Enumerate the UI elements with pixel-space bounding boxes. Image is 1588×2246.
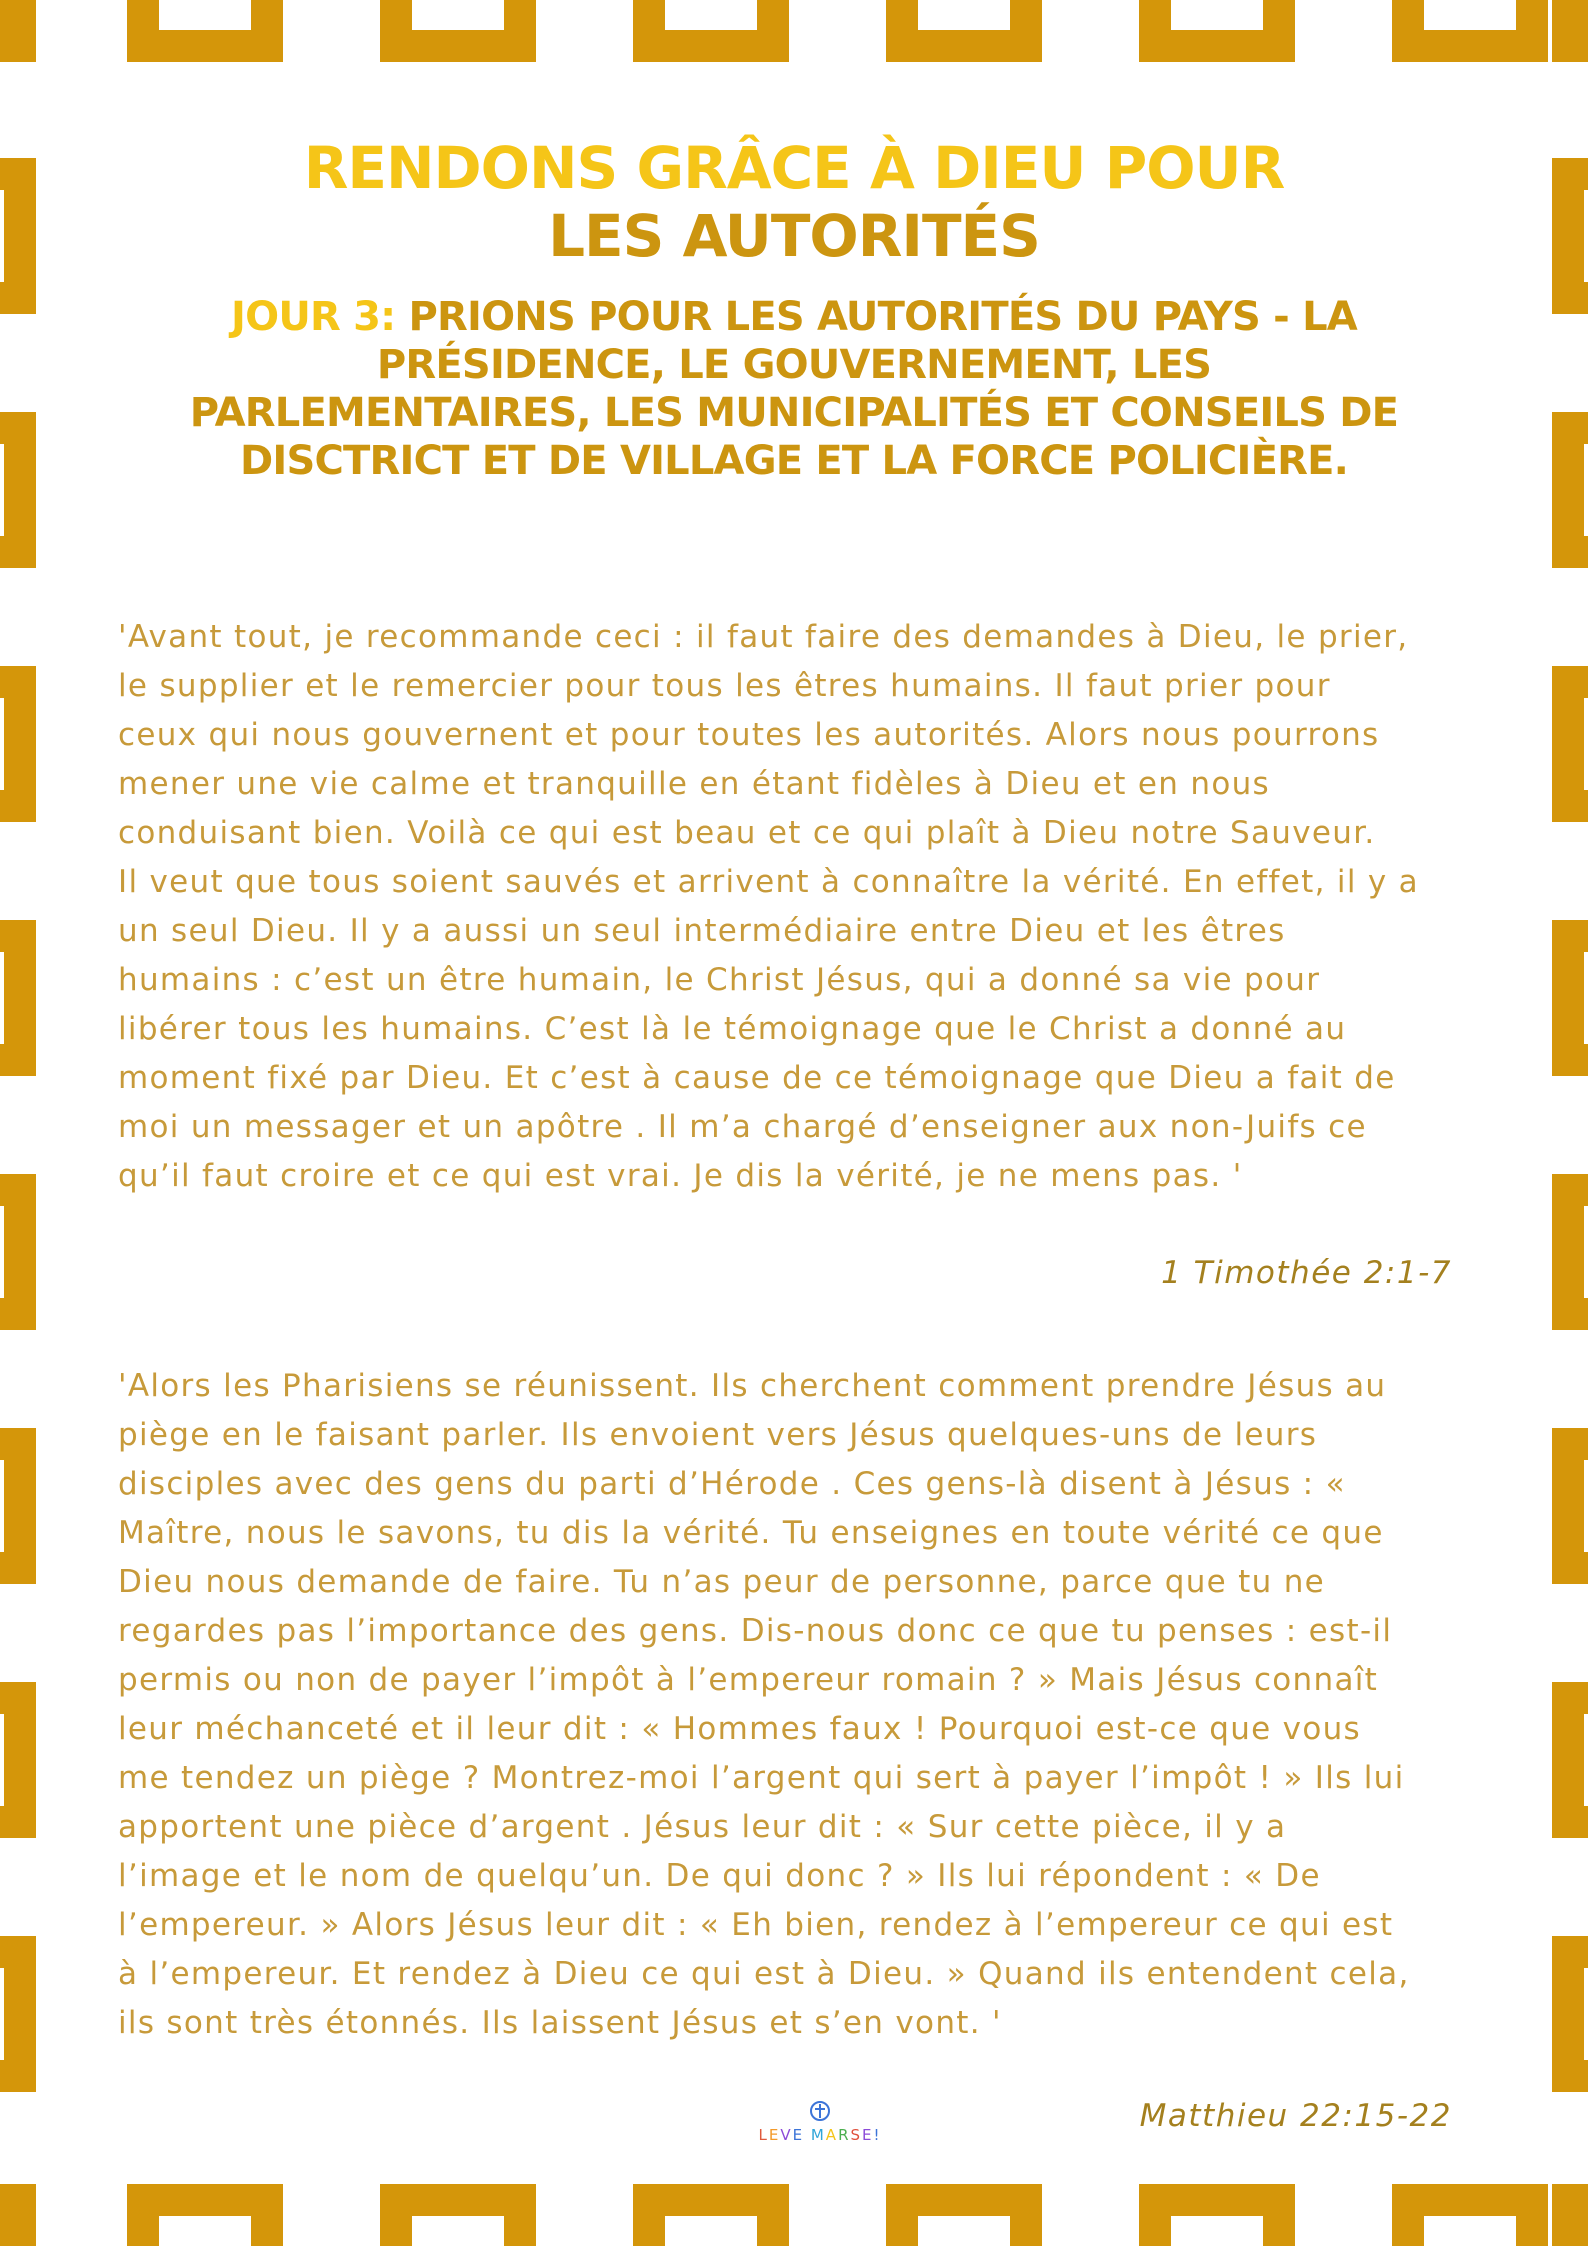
border-segment: [633, 30, 789, 62]
border-segment: [1552, 2184, 1588, 2246]
passage-line: 'Alors les Pharisiens se réunissent. Ils cherchent comment prendre Jésus au: [118, 1368, 1387, 1404]
passage-line: conduisant bien. Voilà ce qui est beau et ce qui plaît à Dieu notre Sauveur.: [118, 815, 1376, 851]
passage-line: un seul Dieu. Il y a aussi un seul intermédiaire entre Dieu et les êtres: [118, 913, 1286, 949]
border-segment: [4, 412, 36, 568]
border-segment: [0, 2184, 36, 2246]
border-segment: [1552, 1428, 1584, 1584]
border-segment: [127, 2184, 283, 2216]
day-label: JOUR 3:: [231, 294, 396, 340]
border-segment: [1139, 30, 1295, 62]
scripture-reference-2: Matthieu 22:15-22: [1139, 2098, 1452, 2134]
passage-line: 'Avant tout, je recommande ceci : il faut faire des demandes à Dieu, le prier,: [118, 619, 1409, 655]
page-title-line2: LES AUTORITÉS: [548, 202, 1040, 270]
border-segment: [1552, 1936, 1584, 2092]
border-segment: [1552, 412, 1584, 568]
passage-line: humains : c’est un être humain, le Christ Jésus, qui a donné sa vie pour: [118, 962, 1321, 998]
border-segment: [1552, 666, 1584, 822]
border-segment: [886, 30, 1042, 62]
border-segment: [886, 2184, 1042, 2216]
border-segment: [1392, 2184, 1548, 2216]
passage-line: moment fixé par Dieu. Et c’est à cause de ce témoignage que Dieu a fait de: [118, 1060, 1396, 1096]
passage-line: Maître, nous le savons, tu dis la vérité. Tu enseignes en toute vérité ce que: [118, 1515, 1384, 1551]
passage-line: me tendez un piège ? Montrez-moi l’argent qui sert à payer l’impôt ! » Ils lui: [118, 1760, 1405, 1796]
border-segment: [1552, 0, 1588, 62]
day-subtitle: [180, 293, 1408, 485]
border-segment: [4, 1936, 36, 2092]
border-segment: [380, 30, 536, 62]
passage-line: regardes pas l’importance des gens. Dis-nous donc ce que tu penses : est-il: [118, 1613, 1393, 1649]
border-segment: [1552, 158, 1584, 314]
passage-line: disciples avec des gens du parti d’Hérode . Ces gens-là disent à Jésus : «: [118, 1466, 1346, 1502]
passage-line: leur méchanceté et il leur dit : « Hommes faux ! Pourquoi est-ce que vous: [118, 1711, 1361, 1747]
passage-line: qu’il faut croire et ce qui est vrai. Je dis la vérité, je ne mens pas. ': [118, 1158, 1243, 1194]
border-segment: [1139, 2184, 1295, 2216]
border-segment: [0, 0, 36, 62]
border-segment: [1552, 920, 1584, 1076]
ministry-logo: [740, 2100, 900, 2144]
passage-line: permis ou non de payer l’impôt à l’empereur romain ? » Mais Jésus connaît: [118, 1662, 1379, 1698]
passage-line: mener une vie calme et tranquille en étant fidèles à Dieu et en nous: [118, 766, 1270, 802]
church-emblem-icon: [808, 2100, 832, 2126]
border-segment: [4, 1174, 36, 1330]
passage-line: moi un messager et un apôtre . Il m’a chargé d’enseigner aux non-Juifs ce: [118, 1109, 1367, 1145]
passage-line: libérer tous les humains. C’est là le témoignage que le Christ a donné au: [118, 1011, 1347, 1047]
passage-line: l’image et le nom de quelqu’un. De qui donc ? » Ils lui répondent : « De: [118, 1858, 1321, 1894]
scripture-passage-1: [118, 613, 1478, 1201]
passage-line: piège en le faisant parler. Ils envoient vers Jésus quelques-uns de leurs: [118, 1417, 1318, 1453]
border-segment: [1552, 1174, 1584, 1330]
page-title-line1: RENDONS GRÂCE À DIEU POUR: [303, 134, 1285, 202]
border-segment: [4, 920, 36, 1076]
day-topic: PRIONS POUR LES AUTORITÉS DU PAYS - LA PRÉSIDENCE, LE GOUVERNEMENT, LES PARLEMENTAIRES, LES MUNICIPALITÉS ET CONSEILS DE DISCTRICT ET DE VILLAGE ET LA FORCE POLICIÈRE.: [189, 294, 1399, 484]
border-segment: [127, 30, 283, 62]
passage-line: ceux qui nous gouvernent et pour toutes les autorités. Alors nous pourrons: [118, 717, 1380, 753]
border-segment: [1552, 1682, 1584, 1838]
border-segment: [1392, 30, 1548, 62]
passage-line: ils sont très étonnés. Ils laissent Jésus et s’en vont. ': [118, 2005, 1002, 2041]
scripture-reference-1: 1 Timothée 2:1-7: [1161, 1255, 1452, 1291]
passage-line: le supplier et le remercier pour tous les êtres humains. Il faut prier pour: [118, 668, 1331, 704]
passage-line: Dieu nous demande de faire. Tu n’as peur de personne, parce que tu ne: [118, 1564, 1326, 1600]
scripture-passage-2: [118, 1362, 1478, 2048]
passage-line: apportent une pièce d’argent . Jésus leur dit : « Sur cette pièce, il y a: [118, 1809, 1287, 1845]
border-segment: [4, 158, 36, 314]
border-segment: [380, 2184, 536, 2216]
border-segment: [4, 1428, 36, 1584]
logo-wordmark: LEVE MARSE!: [758, 2126, 882, 2144]
passage-line: à l’empereur. Et rendez à Dieu ce qui est à Dieu. » Quand ils entendent cela,: [118, 1956, 1410, 1992]
passage-line: l’empereur. » Alors Jésus leur dit : « Eh bien, rendez à l’empereur ce qui est: [118, 1907, 1394, 1943]
border-segment: [4, 1682, 36, 1838]
border-segment: [633, 2184, 789, 2216]
passage-line: Il veut que tous soient sauvés et arrivent à connaître la vérité. En effet, il y a: [118, 864, 1419, 900]
border-segment: [4, 666, 36, 822]
